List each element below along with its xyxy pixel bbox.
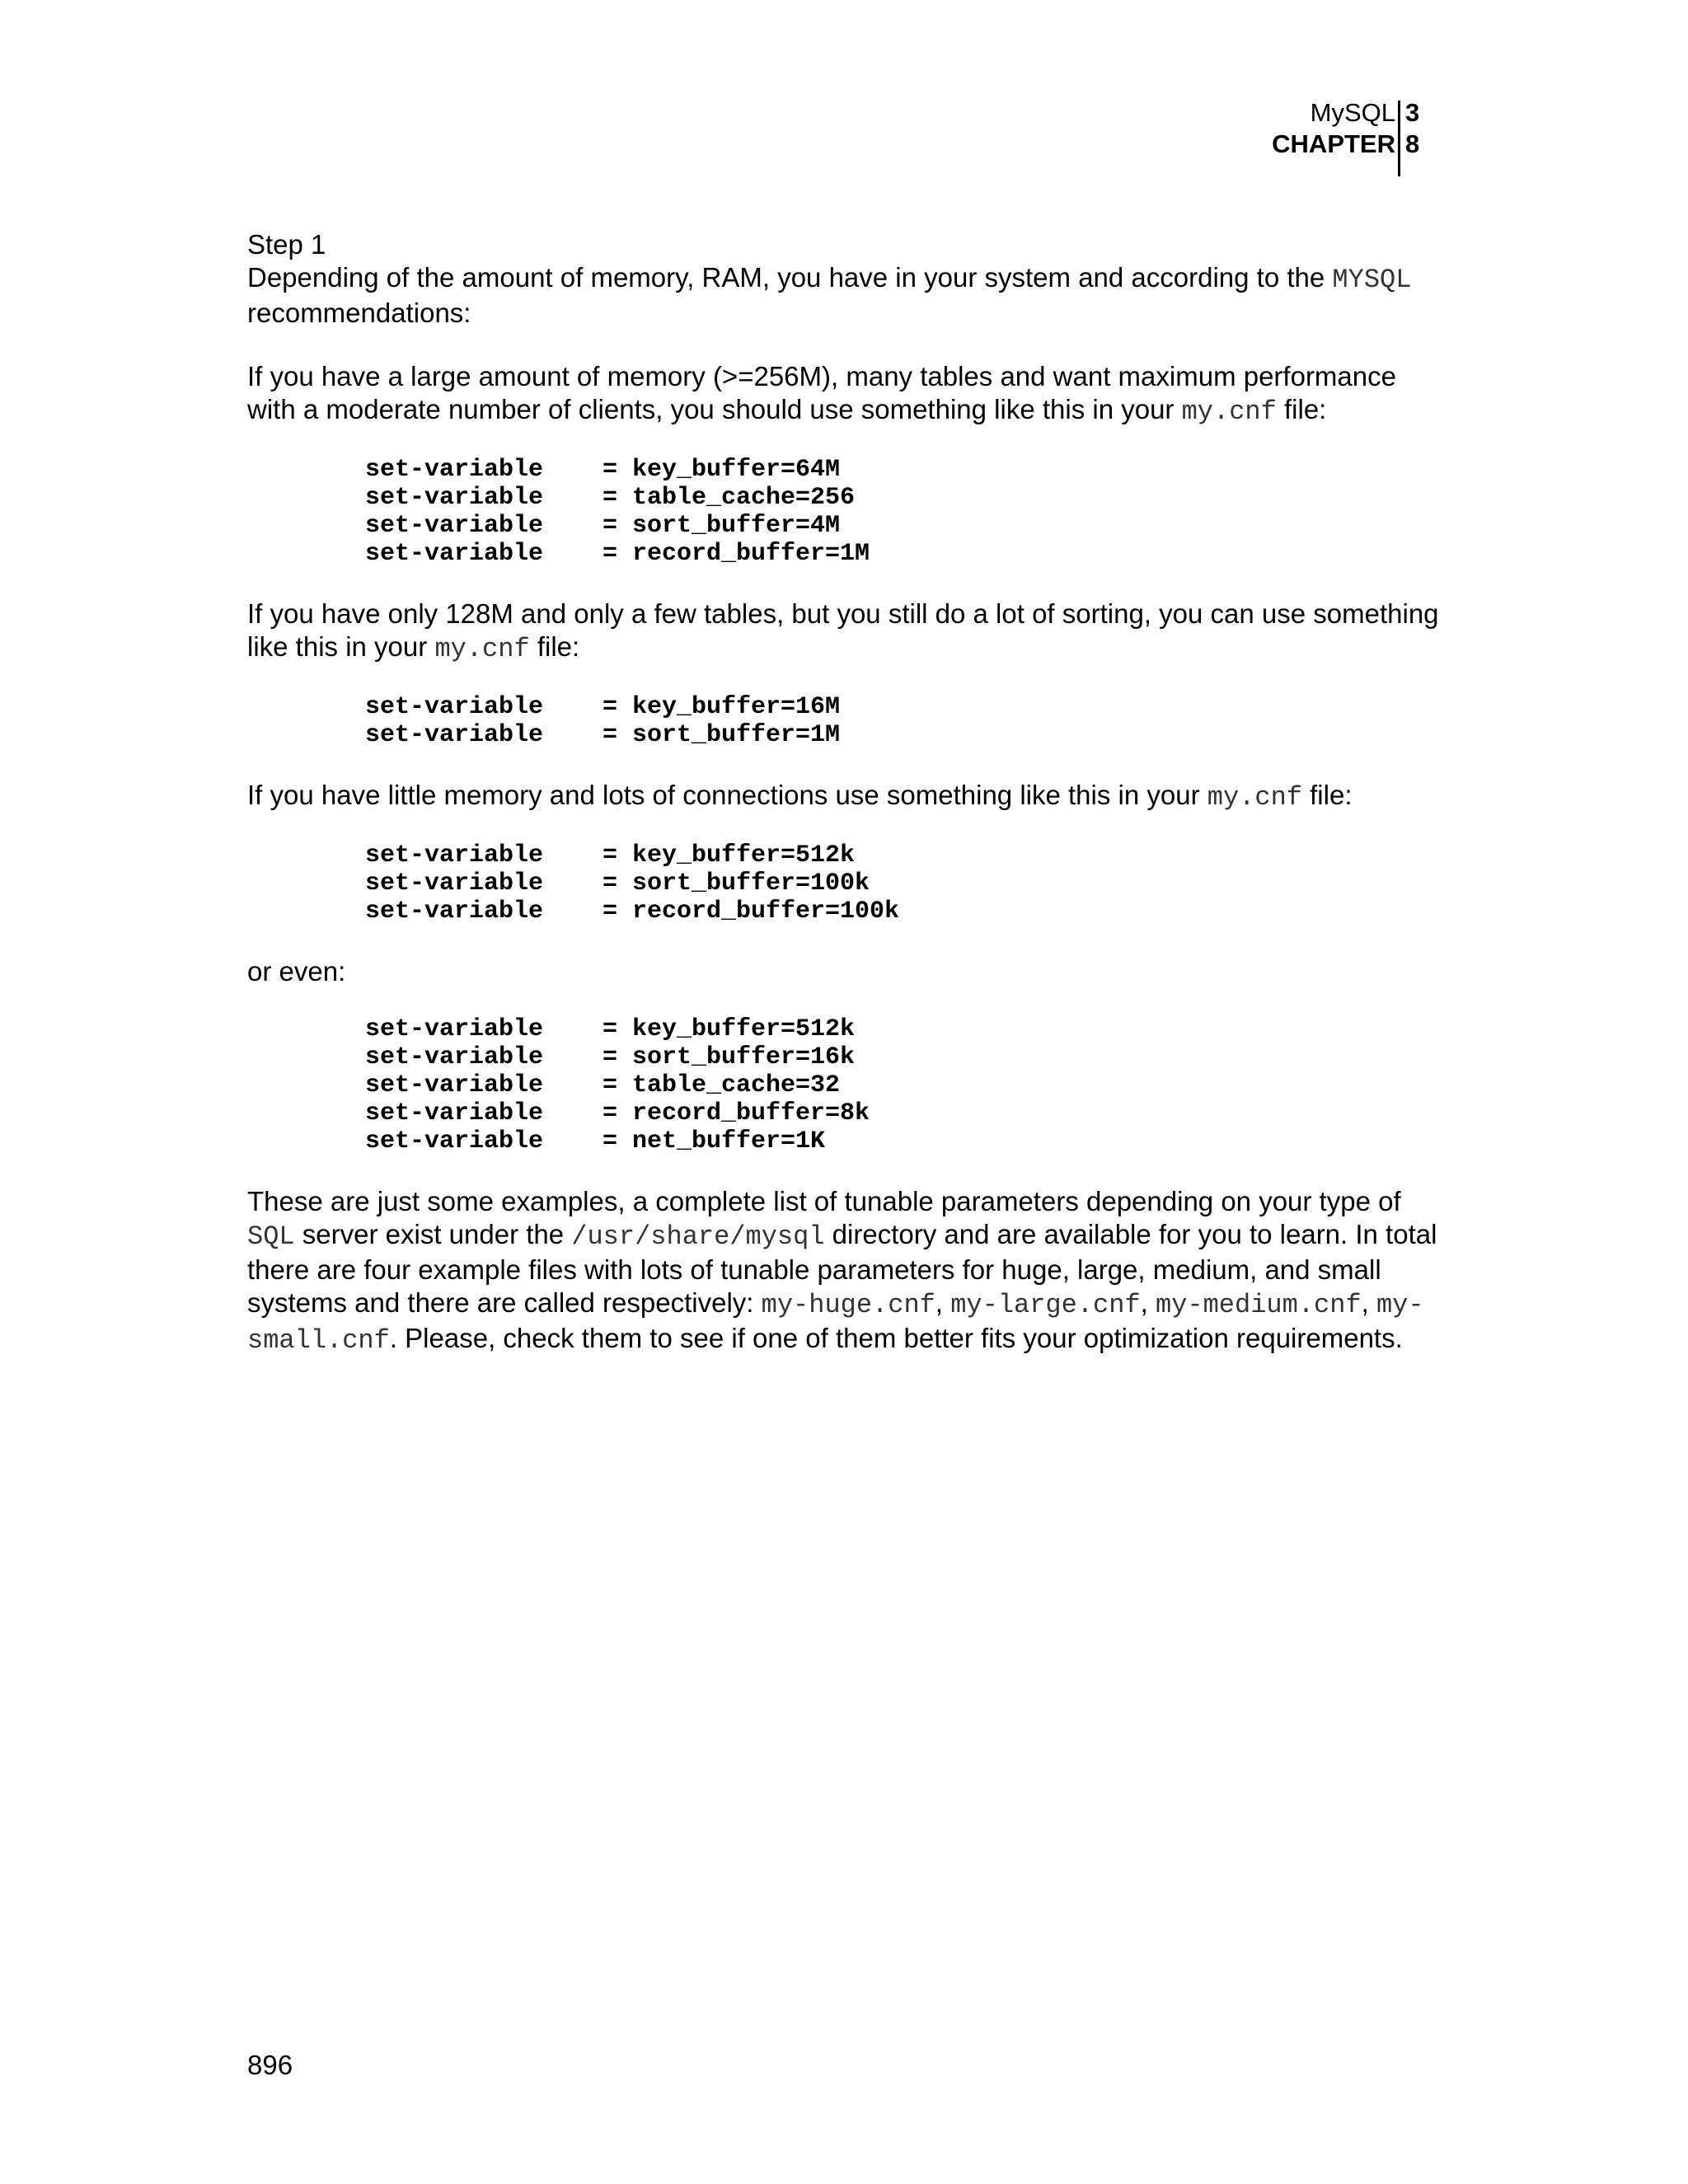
closing-code: my-medium.cnf (1155, 1290, 1362, 1320)
code-line (365, 721, 1442, 749)
code-key: set-variable (365, 1071, 544, 1099)
code-line (365, 512, 1442, 540)
code-key: set-variable (365, 841, 544, 869)
code-key: set-variable (365, 1015, 544, 1043)
code-key: set-variable (365, 693, 544, 721)
closing-code: SQL (247, 1221, 295, 1252)
code-key: set-variable (365, 898, 544, 926)
code-key: set-variable (365, 484, 544, 512)
or-even-text: or even: (247, 956, 346, 987)
code-block-little (365, 841, 1442, 926)
code-key: set-variable (365, 1043, 544, 1071)
code-block-or-even (365, 1015, 1442, 1155)
section-label: MySQL (1310, 98, 1395, 127)
code-value: = record_buffer=100k (603, 898, 900, 926)
intro-code-mysql: MYSQL (1332, 265, 1412, 295)
code-key: set-variable (365, 1127, 544, 1155)
128m-code-mycnf: my.cnf (434, 634, 530, 664)
chapter-number: 8 (1405, 129, 1420, 158)
closing-code: my-small.cnf (247, 1290, 1424, 1356)
code-block-128m (365, 693, 1442, 749)
large-text-1: If you have a large amount of memory (>=256M), many tables and want maximum performance with a moderate number of clients, you should use something like this in your (247, 361, 1396, 424)
page-number: 896 (247, 2050, 293, 2080)
little-memory-paragraph (247, 779, 1442, 814)
code-line (365, 1127, 1442, 1155)
code-value: = key_buffer=512k (603, 841, 856, 869)
large-text-2: file: (1276, 394, 1327, 424)
code-key: set-variable (365, 721, 544, 749)
code-block-large (365, 456, 1442, 568)
code-value: = key_buffer=512k (603, 1015, 856, 1043)
code-line (365, 1015, 1442, 1043)
code-line (365, 1099, 1442, 1127)
code-value: = sort_buffer=16k (603, 1043, 856, 1071)
intro-text-2: recommendations: (247, 298, 471, 328)
section-number: 3 (1405, 98, 1420, 127)
code-line (365, 898, 1442, 926)
128m-paragraph (247, 598, 1442, 666)
closing-text: directory and are available for you to learn. In total there are four example files with lots of tunable parameters for huge, large, medium, and small systems and there are called respectively: (247, 1219, 1437, 1318)
closing-text: These are just some examples, a complete list of tunable parameters depending on your type of (247, 1186, 1401, 1216)
page-content (247, 228, 1442, 1357)
128m-text-1: If you have only 128M and only a few tables, but you still do a lot of sorting, you can use something like this in your (247, 598, 1439, 662)
closing-code: my-large.cnf (950, 1290, 1141, 1320)
code-value: = net_buffer=1K (603, 1127, 826, 1155)
code-key: set-variable (365, 540, 544, 568)
code-line (365, 869, 1442, 898)
large-memory-paragraph (247, 360, 1442, 429)
closing-text: , (935, 1287, 951, 1318)
code-line (365, 1071, 1442, 1099)
closing-text: , (1140, 1287, 1156, 1318)
code-value: = table_cache=32 (603, 1071, 841, 1099)
header-divider (1398, 101, 1400, 176)
code-value: = record_buffer=8k (603, 1099, 870, 1127)
code-value: = sort_buffer=1M (603, 721, 841, 749)
closing-code: /usr/share/mysql (571, 1221, 825, 1252)
code-line (365, 484, 1442, 512)
closing-text: . Please, check them to see if one of them better fits your optimization requirements. (389, 1323, 1403, 1353)
code-value: = table_cache=256 (603, 484, 856, 512)
little-text-2: file: (1301, 780, 1353, 810)
chapter-label: CHAPTER (1272, 129, 1395, 158)
code-value: = key_buffer=16M (603, 693, 841, 721)
code-key: set-variable (365, 456, 544, 484)
step-title: Step 1 (247, 229, 326, 260)
little-code-mycnf: my.cnf (1207, 782, 1302, 813)
running-header-labels (1272, 97, 1395, 160)
code-value: = sort_buffer=4M (603, 512, 841, 540)
intro-text-1: Depending of the amount of memory, RAM, you have in your system and according to the (247, 262, 1333, 293)
large-code-mycnf: my.cnf (1181, 396, 1277, 427)
code-value: = record_buffer=1M (603, 540, 870, 568)
code-line (365, 540, 1442, 568)
code-value: = key_buffer=64M (603, 456, 841, 484)
little-text-1: If you have little memory and lots of connections use something like this in your (247, 780, 1207, 810)
code-key: set-variable (365, 1099, 544, 1127)
code-line (365, 456, 1442, 484)
code-key: set-variable (365, 512, 544, 540)
code-line (365, 841, 1442, 869)
128m-text-2: file: (529, 631, 580, 662)
running-header (1220, 97, 1434, 176)
code-line (365, 1043, 1442, 1071)
code-value: = sort_buffer=100k (603, 869, 870, 898)
closing-text: , (1361, 1287, 1376, 1318)
code-line (365, 693, 1442, 721)
intro-paragraph (247, 261, 1442, 330)
closing-code: my-huge.cnf (761, 1290, 935, 1320)
code-key: set-variable (365, 869, 544, 898)
closing-text: server exist under the (294, 1219, 572, 1249)
running-header-numbers (1405, 97, 1419, 160)
closing-paragraph (247, 1185, 1442, 1357)
